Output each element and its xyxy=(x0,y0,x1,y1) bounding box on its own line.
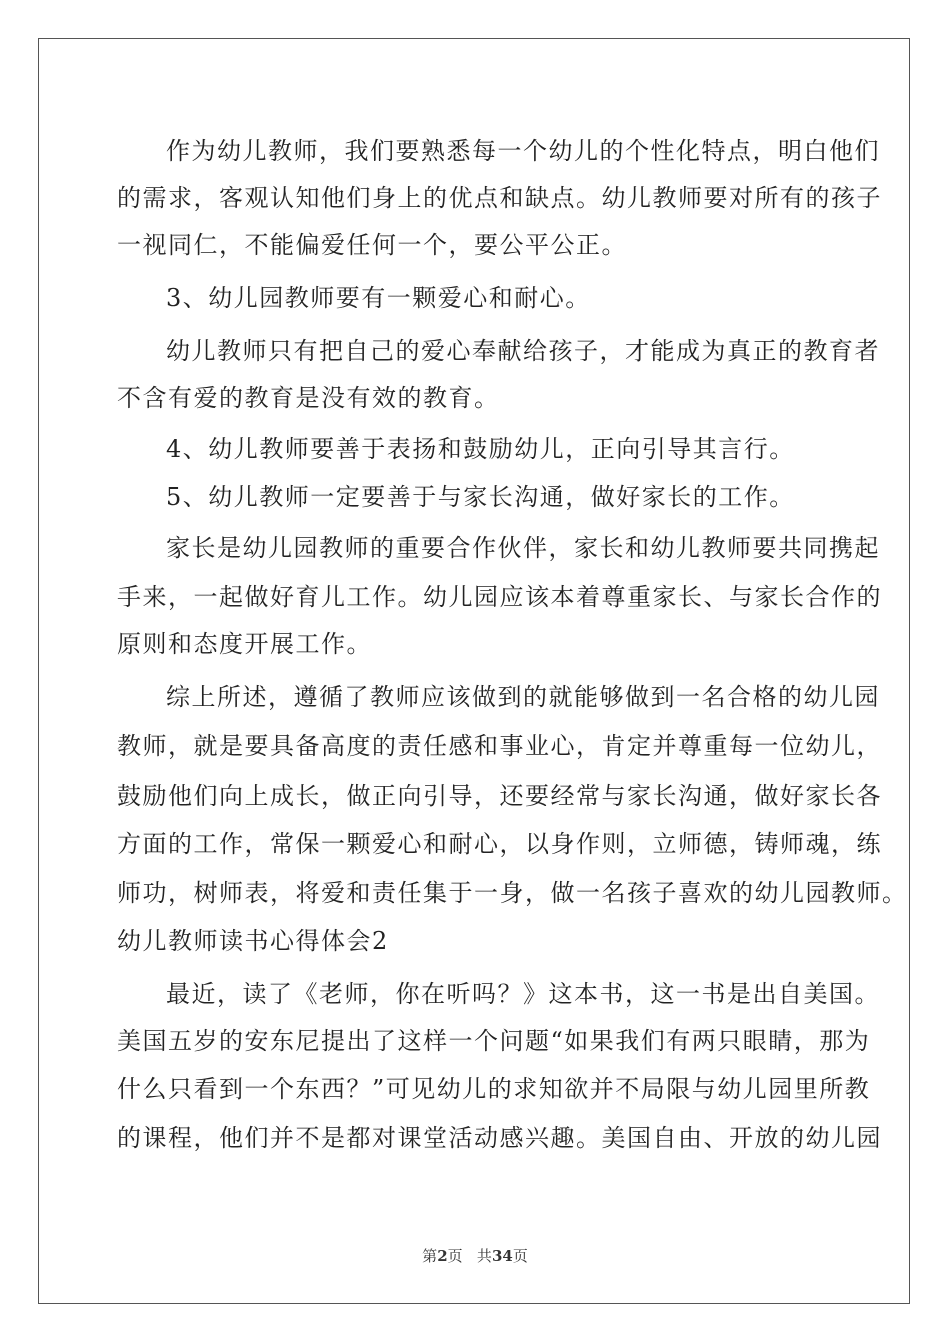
paragraph-line: 家长是幼儿园教师的重要合作伙伴，家长和幼儿教师要共同携起 xyxy=(166,534,880,562)
paragraph-line: 综上所述，遵循了教师应该做到的就能够做到一名合格的幼儿园 xyxy=(166,683,880,711)
section-heading: 5、幼儿教师一定要善于与家长沟通，做好家长的工作。 xyxy=(166,483,795,511)
paragraph-line: 教师，就是要具备高度的责任感和事业心，肯定并尊重每一位幼儿， xyxy=(117,732,882,760)
current-page-number: 2 xyxy=(437,1247,448,1265)
section-heading: 3、幼儿园教师要有一颗爱心和耐心。 xyxy=(166,284,591,312)
paragraph-line: 鼓励他们向上成长，做正向引导，还要经常与家长沟通，做好家长各 xyxy=(117,782,882,810)
paragraph-line: 作为幼儿教师，我们要熟悉每一个幼儿的个性化特点，明白他们 xyxy=(166,137,880,165)
paragraph-line: 的需求，客观认知他们身上的优点和缺点。幼儿教师要对所有的孩子 xyxy=(117,184,882,212)
paragraph-line: 手来，一起做好育儿工作。幼儿园应该本着尊重家长、与家长合作的 xyxy=(117,583,882,611)
paragraph-line: 原则和态度开展工作。 xyxy=(117,630,372,658)
paragraph-line: 一视同仁，不能偏爱任何一个，要公平公正。 xyxy=(117,231,627,259)
article-title: 幼儿教师读书心得体会2 xyxy=(117,927,389,955)
page-prefix: 第 xyxy=(422,1247,438,1265)
paragraph-line: 什么只看到一个东西？”可见幼儿的求知欲并不局限与幼儿园里所教 xyxy=(117,1075,871,1103)
paragraph-line: 方面的工作，常保一颗爱心和耐心，以身作则，立师德，铸师魂，练 xyxy=(117,830,882,858)
total-page-number: 34 xyxy=(491,1247,513,1265)
page-border xyxy=(38,38,910,1304)
section-heading: 4、幼儿教师要善于表扬和鼓励幼儿，正向引导其言行。 xyxy=(166,435,795,463)
paragraph-line: 幼儿教师只有把自己的爱心奉献给孩子，才能成为真正的教育者 xyxy=(166,337,880,365)
paragraph-line: 最近，读了《老师，你在听吗？》这本书，这一书是出自美国。 xyxy=(166,980,880,1008)
page-suffix: 页 xyxy=(512,1247,528,1265)
page-number-footer xyxy=(0,1246,950,1266)
paragraph-line: 不含有爱的教育是没有效的教育。 xyxy=(117,384,500,412)
paragraph-line: 美国五岁的安东尼提出了这样一个问题“如果我们有两只眼睛，那为 xyxy=(117,1027,871,1055)
paragraph-line: 的课程，他们并不是都对课堂活动感兴趣。美国自由、开放的幼儿园 xyxy=(117,1124,882,1152)
page-mid-text: 页 共 xyxy=(447,1247,492,1265)
paragraph-line: 师功，树师表，将爱和责任集于一身，做一名孩子喜欢的幼儿园教师。 xyxy=(117,879,908,907)
